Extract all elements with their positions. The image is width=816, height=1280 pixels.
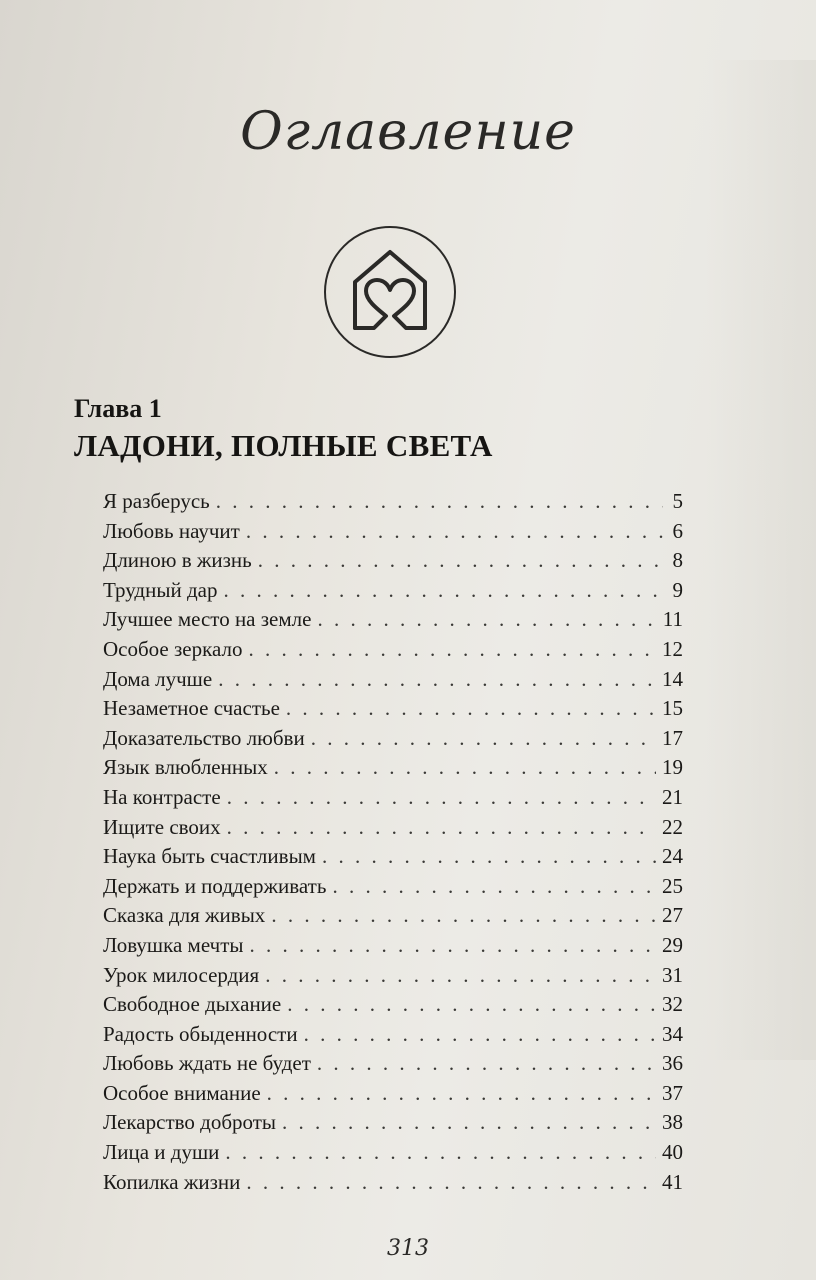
- dot-leader: [249, 931, 656, 961]
- toc-entry-page: 34: [662, 1021, 683, 1046]
- toc-entry-title: Особое зеркало: [103, 636, 243, 661]
- toc-entry: [103, 842, 683, 872]
- toc-entry-title: Держать и поддерживать: [103, 873, 327, 898]
- dot-leader: [246, 1168, 656, 1198]
- toc-entry-title: Лица и души: [103, 1140, 220, 1165]
- dot-leader: [225, 1138, 656, 1168]
- toc-entry-page: 8: [672, 548, 683, 573]
- toc-entry-title: На контрасте: [103, 784, 221, 809]
- chapter-label: Глава 1: [74, 394, 162, 423]
- toc-entry-page: 19: [662, 755, 683, 780]
- dot-leader: [248, 635, 656, 665]
- toc-entry-page: 37: [662, 1080, 683, 1105]
- toc-entry-page: 29: [662, 932, 683, 957]
- toc-entry-page: 5: [672, 489, 683, 513]
- chapter-title: ЛАДОНИ, ПОЛНЫЕ СВЕТА: [74, 428, 493, 463]
- dot-leader: [227, 783, 656, 813]
- dot-leader: [258, 546, 663, 576]
- dot-leader: [218, 665, 656, 695]
- toc-entry: [103, 872, 683, 902]
- toc-entry: [103, 783, 683, 813]
- toc-entry-page: 11: [662, 607, 683, 632]
- dot-leader: [265, 961, 656, 991]
- dot-leader: [216, 487, 663, 517]
- toc-entry: [103, 961, 683, 991]
- toc-entry-page: 40: [662, 1140, 683, 1165]
- toc-entry-page: 14: [662, 666, 683, 691]
- toc-entry-page: 6: [672, 518, 683, 543]
- page-title: Оглавление: [240, 102, 576, 162]
- toc-entry-page: 9: [672, 577, 683, 602]
- table-of-contents: [103, 487, 683, 1197]
- toc-entry: [103, 1168, 683, 1198]
- dot-leader: [304, 1020, 656, 1050]
- dot-leader: [311, 724, 656, 754]
- dot-leader: [274, 753, 656, 783]
- toc-entry-page: 24: [662, 844, 683, 869]
- toc-entry-page: 32: [662, 992, 683, 1017]
- dot-leader: [223, 576, 663, 606]
- dot-leader: [286, 694, 656, 724]
- dot-leader: [287, 990, 656, 1020]
- toc-entry-title: Лекарство доброты: [103, 1110, 277, 1135]
- toc-entry: [103, 1020, 683, 1050]
- toc-entry-title: Особое внимание: [103, 1080, 261, 1105]
- toc-entry-title: Трудный дар: [103, 577, 218, 602]
- toc-entry-title: Любовь научит: [103, 518, 240, 543]
- toc-entry: [103, 813, 683, 843]
- dot-leader: [317, 605, 656, 635]
- toc-entry: [103, 1049, 683, 1079]
- toc-entry-title: Дома лучше: [103, 666, 213, 691]
- toc-entry-title: Радость обыденности: [103, 1021, 298, 1046]
- dot-leader: [246, 517, 663, 547]
- toc-entry-page: 36: [662, 1051, 683, 1076]
- toc-entry-title: Наука быть счастливым: [103, 844, 316, 869]
- toc-entry: [103, 1079, 683, 1109]
- toc-entry-page: 41: [662, 1169, 683, 1194]
- dot-leader: [227, 813, 656, 843]
- toc-entry-title: Длиною в жизнь: [103, 548, 252, 573]
- toc-entry: [103, 665, 683, 695]
- toc-entry-title: Урок милосердия: [103, 962, 260, 987]
- toc-entry-title: Свободное дыхание: [103, 992, 282, 1017]
- toc-entry-title: Ловушка мечты: [103, 932, 244, 957]
- toc-entry: [103, 517, 683, 547]
- page-shadow: [706, 60, 816, 1060]
- toc-entry: [103, 546, 683, 576]
- toc-entry-page: 22: [662, 814, 683, 839]
- toc-entry-title: Ищите своих: [103, 814, 221, 839]
- toc-entry: [103, 694, 683, 724]
- toc-entry: [103, 487, 683, 517]
- dot-leader: [271, 901, 656, 931]
- toc-entry: [103, 1138, 683, 1168]
- toc-entry: [103, 990, 683, 1020]
- toc-entry-page: 31: [662, 962, 683, 987]
- toc-entry-page: 38: [662, 1110, 683, 1135]
- dot-leader: [317, 1049, 656, 1079]
- toc-entry: [103, 1108, 683, 1138]
- toc-entry-page: 25: [662, 873, 683, 898]
- page-number: 313: [387, 1236, 429, 1261]
- toc-entry: [103, 753, 683, 783]
- toc-entry-page: 12: [662, 636, 683, 661]
- toc-entry-page: 21: [662, 784, 683, 809]
- toc-entry-title: Любовь ждать не будет: [103, 1051, 311, 1076]
- toc-entry-title: Доказательство любви: [103, 725, 305, 750]
- toc-entry-page: 15: [662, 696, 683, 721]
- toc-entry: [103, 901, 683, 931]
- toc-entry-title: Язык влюбленных: [103, 755, 268, 780]
- toc-entry: [103, 605, 683, 635]
- toc-entry: [103, 724, 683, 754]
- toc-entry: [103, 576, 683, 606]
- toc-entry-title: Лучшее место на земле: [103, 607, 312, 632]
- toc-entry-title: Сказка для живых: [103, 903, 266, 928]
- dot-leader: [332, 872, 656, 902]
- house-heart-icon: [322, 224, 458, 360]
- toc-entry-title: Копилка жизни: [103, 1169, 241, 1194]
- toc-entry-title: Незаметное счастье: [103, 696, 280, 721]
- toc-entry-page: 17: [662, 725, 683, 750]
- dot-leader: [322, 842, 656, 872]
- toc-entry: [103, 635, 683, 665]
- toc-entry-page: 27: [662, 903, 683, 928]
- toc-entry-title: Я разберусь: [103, 489, 210, 513]
- toc-entry: [103, 931, 683, 961]
- dot-leader: [267, 1079, 656, 1109]
- dot-leader: [282, 1108, 656, 1138]
